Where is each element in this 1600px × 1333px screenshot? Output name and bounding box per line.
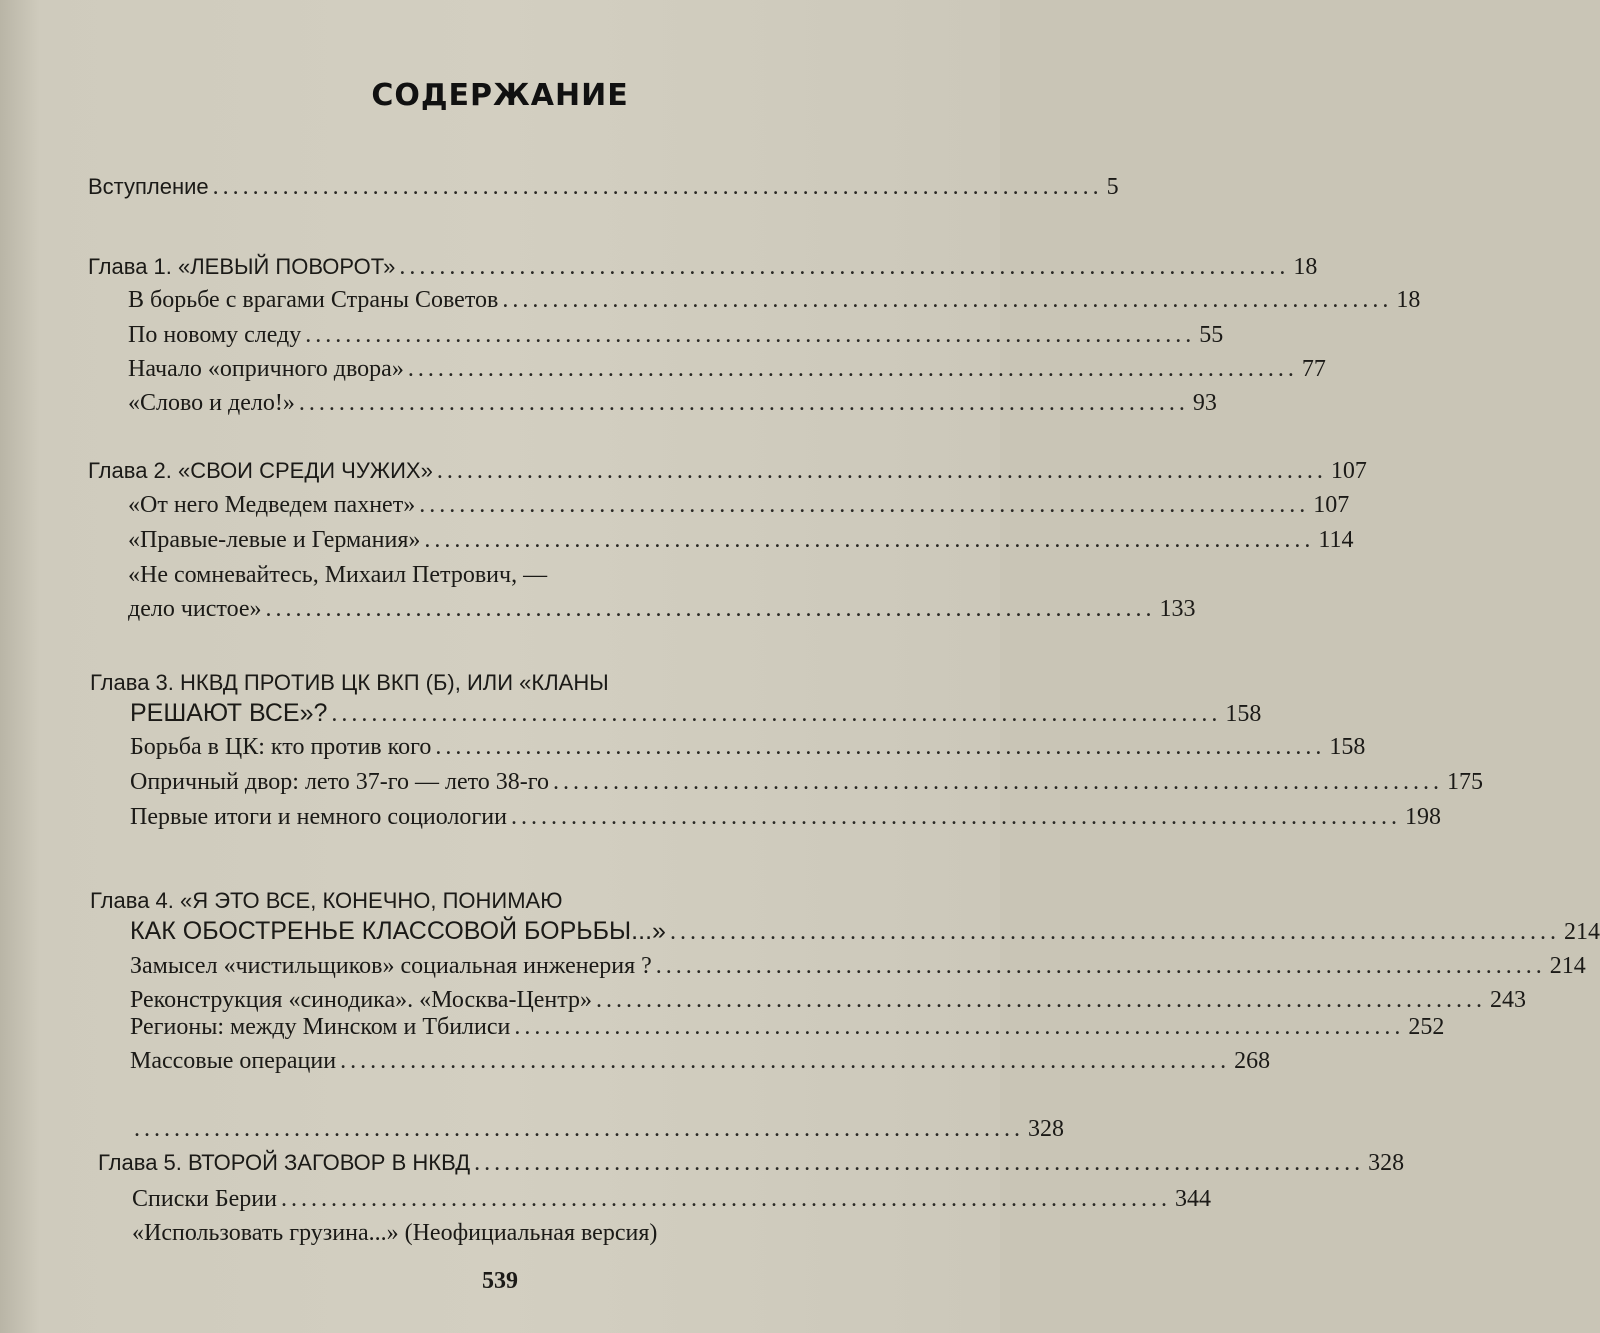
toc-entry-title: Списки Берии bbox=[132, 1186, 277, 1212]
leader-dots: ......................................................................................... bbox=[419, 492, 1310, 518]
page-number: 539 bbox=[482, 1268, 518, 1294]
toc-entry-title: Начало «опричного двора» bbox=[128, 356, 404, 382]
toc-entry-title: Реконструкция «синодика». «Москва-Центр» bbox=[130, 987, 593, 1013]
toc-chapter-continuation bbox=[130, 916, 1600, 947]
toc-entry bbox=[132, 1218, 892, 1248]
toc-chapter bbox=[88, 456, 1367, 486]
leader-dots: ......................................................................................... bbox=[212, 174, 1103, 200]
leader-dots: ......................................................................................... bbox=[298, 390, 1189, 416]
toc-entry bbox=[130, 1114, 1064, 1144]
leader-dots: ......................................................................................... bbox=[655, 953, 1546, 979]
toc-entry-title: «От него Медведем пахнет» bbox=[128, 492, 416, 518]
toc-entry bbox=[130, 1012, 1445, 1042]
toc-entry-title: Глава 5. ВТОРОЙ ЗАГОВОР В НКВД bbox=[98, 1150, 471, 1175]
toc-chapter bbox=[98, 1148, 1405, 1178]
leader-dots: ......................................................................................... bbox=[553, 769, 1444, 795]
toc-entry-page: 243 bbox=[1490, 987, 1527, 1013]
toc-entry-title: Борьба в ЦК: кто против кого bbox=[130, 734, 432, 760]
toc-entry bbox=[128, 560, 728, 590]
toc-entry bbox=[130, 767, 1484, 797]
toc-entry-title: По новому следу bbox=[128, 322, 302, 348]
toc-entry bbox=[128, 388, 1217, 418]
leader-dots: ......................................................................................... bbox=[399, 254, 1290, 280]
toc-entry-page: 268 bbox=[1234, 1048, 1271, 1074]
toc-entry-page: 133 bbox=[1159, 596, 1196, 622]
leader-dots: ......................................................................................... bbox=[280, 1186, 1171, 1212]
toc-entry-title: «Использовать грузина...» (Неофициальная версия) bbox=[132, 1220, 658, 1246]
toc-entry-page: 214 bbox=[1549, 953, 1586, 979]
toc-entry-page: 107 bbox=[1313, 492, 1350, 518]
toc-entry-title: Массовые операции bbox=[130, 1048, 337, 1074]
leader-dots: ......................................................................................... bbox=[510, 804, 1401, 830]
toc-entry bbox=[128, 490, 1350, 520]
toc-entry-page: 55 bbox=[1199, 322, 1224, 348]
toc-entry-title: В борьбе с врагами Страны Советов bbox=[128, 287, 499, 313]
toc-entry-page: 198 bbox=[1404, 804, 1441, 830]
toc-entry-page: 344 bbox=[1174, 1186, 1211, 1212]
toc-entry-page: 93 bbox=[1192, 390, 1217, 416]
toc-entry bbox=[130, 732, 1366, 762]
leader-dots: ......................................................................................... bbox=[435, 734, 1326, 760]
toc-entry-page: 158 bbox=[1329, 734, 1366, 760]
toc-entry-title: Замысел «чистильщиков» социальная инженерия ? bbox=[130, 953, 652, 979]
toc-entry-title: КАК ОБОСТРЕНЬЕ КЛАССОВОЙ БОРЬБЫ...» bbox=[130, 917, 666, 945]
toc-entry-page: 18 bbox=[1396, 287, 1421, 313]
toc-entry-title: Вступление bbox=[88, 174, 209, 199]
leader-dots: ......................................................................................... bbox=[436, 458, 1327, 484]
toc-chapter bbox=[90, 668, 920, 698]
toc-entry bbox=[88, 172, 1119, 202]
toc-entry-title: дело чистое» bbox=[128, 596, 262, 622]
toc-entry bbox=[130, 802, 1441, 832]
toc-entry-title: Глава 4. «Я ЭТО ВСЕ, КОНЕЧНО, ПОНИМАЮ bbox=[90, 888, 563, 913]
toc-entry-title: Глава 3. НКВД ПРОТИВ ЦК ВКП (Б), ИЛИ «КЛАНЫ bbox=[90, 670, 609, 695]
leader-dots: ......................................................................................... bbox=[265, 596, 1156, 622]
toc-entry-title: Глава 2. «СВОИ СРЕДИ ЧУЖИХ» bbox=[88, 458, 433, 483]
toc-entry bbox=[128, 354, 1326, 384]
toc-entry bbox=[128, 320, 1224, 350]
leader-dots: ......................................................................................... bbox=[502, 287, 1393, 313]
toc-entry-title: «Слово и дело!» bbox=[128, 390, 295, 416]
toc-entry-title: Регионы: между Минском и Тбилиси bbox=[130, 1014, 511, 1040]
toc-entry bbox=[130, 1046, 1271, 1076]
leader-dots: ......................................................................................... bbox=[305, 322, 1196, 348]
toc-entry bbox=[130, 951, 1586, 981]
leader-dots: ......................................................................................... bbox=[474, 1150, 1365, 1176]
leader-dots: ......................................................................................... bbox=[514, 1014, 1405, 1040]
toc-entry-page: 175 bbox=[1447, 769, 1484, 795]
toc-entry bbox=[130, 985, 1527, 1015]
toc-entry-title: «Правые-левые и Германия» bbox=[128, 527, 421, 553]
toc-entry-page: 328 bbox=[1028, 1116, 1064, 1142]
leader-dots: ......................................................................................... bbox=[134, 1116, 1024, 1142]
leader-dots: ......................................................................................... bbox=[596, 987, 1487, 1013]
toc-entry bbox=[132, 1184, 1211, 1214]
toc-entry-page: 214 bbox=[1563, 919, 1600, 945]
page-title: СОДЕРЖАНИЕ bbox=[371, 78, 629, 113]
leader-dots: ......................................................................................... bbox=[331, 701, 1222, 727]
leader-dots: ......................................................................................... bbox=[424, 527, 1315, 553]
toc-entry-page: 328 bbox=[1368, 1150, 1405, 1176]
toc-entry-title: Глава 1. «ЛЕВЫЙ ПОВОРОТ» bbox=[88, 254, 396, 279]
toc-entry bbox=[128, 594, 1196, 624]
toc-chapter bbox=[88, 252, 1318, 282]
toc-entry-page: 77 bbox=[1301, 356, 1326, 382]
toc-entry-page: 114 bbox=[1318, 527, 1354, 553]
toc-chapter-continuation bbox=[130, 698, 1262, 729]
toc-entry-title: Первые итоги и немного социологии bbox=[130, 804, 507, 830]
toc-entry-page: 5 bbox=[1106, 174, 1119, 200]
leader-dots: ......................................................................................... bbox=[407, 356, 1298, 382]
toc-entry-page: 18 bbox=[1293, 254, 1318, 280]
toc-entry bbox=[128, 285, 1421, 315]
toc-entry-title: РЕШАЮТ ВСЕ»? bbox=[130, 699, 328, 727]
toc-entry-title: «Не сомневайтесь, Михаил Петрович, — bbox=[128, 562, 548, 588]
leader-dots: ......................................................................................... bbox=[669, 919, 1560, 945]
toc-entry-page: 252 bbox=[1408, 1014, 1445, 1040]
toc-entry-page: 107 bbox=[1330, 458, 1367, 484]
toc-entry-page: 158 bbox=[1225, 701, 1262, 727]
toc-entry bbox=[128, 525, 1354, 555]
leader-dots: ......................................................................................... bbox=[340, 1048, 1231, 1074]
toc-chapter bbox=[90, 886, 920, 916]
toc-entry-title: Опричный двор: лето 37-го — лето 38-го bbox=[130, 769, 550, 795]
